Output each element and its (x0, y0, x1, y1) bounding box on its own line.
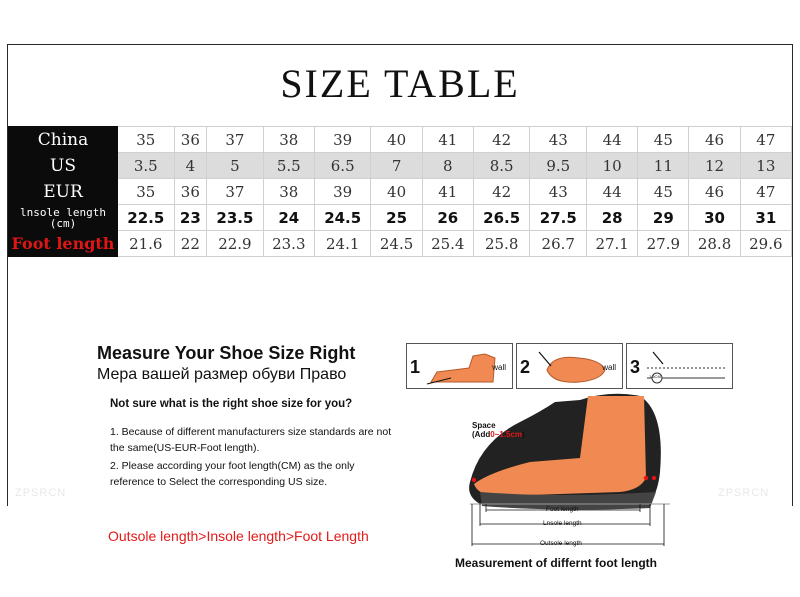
size-cell: 38 (263, 127, 314, 153)
size-cell: 10 (587, 153, 638, 179)
size-cell: 40 (371, 127, 422, 153)
size-cell: 47 (740, 179, 791, 205)
size-cell: 42 (473, 127, 530, 153)
size-cell: 35 (118, 179, 175, 205)
size-cell: 29.6 (740, 231, 791, 257)
wall-label: wall (602, 363, 616, 372)
size-cell: 44 (587, 179, 638, 205)
size-cell: 39 (314, 127, 371, 153)
size-cell: 26 (422, 205, 473, 231)
size-cell: 37 (207, 127, 264, 153)
size-cell: 4 (174, 153, 207, 179)
size-cell: 37 (207, 179, 264, 205)
size-cell: 5.5 (263, 153, 314, 179)
size-cell: 24.1 (314, 231, 371, 257)
size-cell: 3.5 (118, 153, 175, 179)
table-row (9, 127, 792, 153)
size-cell: 36 (174, 179, 207, 205)
size-cell: 24 (263, 205, 314, 231)
size-cell: 30 (689, 205, 740, 231)
size-cell: 23 (174, 205, 207, 231)
ruler-icon (643, 348, 729, 386)
size-cell: 28.8 (689, 231, 740, 257)
size-cell: 22.9 (207, 231, 264, 257)
size-cell: 8.5 (473, 153, 530, 179)
outsole-note: Outsole length>Insole length>Foot Length (108, 528, 369, 544)
size-cell: 45 (638, 127, 689, 153)
size-cell: 25 (371, 205, 422, 231)
instruction-1: 1. Because of different manufacturers size standards are not the same(US-EUR-Foot length). (110, 426, 392, 454)
size-cell: 5 (207, 153, 264, 179)
space-label: Space (Add0~1.5cm) (472, 421, 525, 439)
size-cell: 25.4 (422, 231, 473, 257)
step-number: 3 (630, 357, 641, 377)
size-cell: 36 (174, 127, 207, 153)
row-header: EUR (9, 179, 118, 205)
size-cell: 39 (314, 179, 371, 205)
row-header: lnsole length (cm) (9, 205, 118, 231)
size-cell: 23.3 (263, 231, 314, 257)
size-cell: 41 (422, 179, 473, 205)
size-cell: 46 (689, 179, 740, 205)
instruction-2: 2. Please according your foot length(CM) as the only reference to Select the corresponding US size. (110, 460, 355, 488)
step-number: 1 (410, 357, 421, 377)
size-cell: 44 (587, 127, 638, 153)
size-cell: 47 (740, 127, 791, 153)
row-header: China (9, 127, 118, 153)
size-cell: 25.8 (473, 231, 530, 257)
size-cell: 27.5 (530, 205, 587, 231)
table-row (9, 179, 792, 205)
size-cell: 38 (263, 179, 314, 205)
size-cell: 27.1 (587, 231, 638, 257)
table-row (9, 153, 792, 179)
size-cell: 31 (740, 205, 791, 231)
measure-title-en: Measure Your Shoe Size Right (97, 343, 356, 363)
watermark-left: ZPSRCN (15, 487, 67, 499)
insole-length-dim: Lnsole length (543, 520, 582, 527)
size-cell: 9.5 (530, 153, 587, 179)
table-row (9, 231, 792, 257)
outsole-length-dim: Outsole length (540, 540, 582, 547)
size-cell: 46 (689, 127, 740, 153)
size-cell: 42 (473, 179, 530, 205)
size-cell: 8 (422, 153, 473, 179)
foot-length-dim: Foot length (546, 506, 579, 513)
size-table (8, 126, 792, 257)
size-cell: 26.5 (473, 205, 530, 231)
size-cell: 27.9 (638, 231, 689, 257)
foot-side-icon (423, 348, 503, 386)
measurement-caption: Measurement of differnt foot length (455, 556, 657, 570)
size-cell: 26.7 (530, 231, 587, 257)
size-cell: 22 (174, 231, 207, 257)
size-cell: 43 (530, 179, 587, 205)
size-cell: 45 (638, 179, 689, 205)
foot-measurement-illustration (460, 392, 680, 554)
size-cell: 6.5 (314, 153, 371, 179)
size-cell: 23.5 (207, 205, 264, 231)
wall-label: wall (492, 363, 506, 372)
measure-title-ru: Мера вашей размер обуви Право (97, 366, 347, 383)
foot-top-icon (533, 348, 613, 386)
step-number: 2 (520, 357, 531, 377)
size-cell: 41 (422, 127, 473, 153)
step-1-panel (406, 343, 513, 389)
table-row (9, 205, 792, 231)
watermark-right: ZPSRCN (718, 487, 770, 499)
row-header: US (9, 153, 118, 179)
step-2-panel (516, 343, 623, 389)
size-cell: 24.5 (371, 231, 422, 257)
size-cell: 40 (371, 179, 422, 205)
size-cell: 12 (689, 153, 740, 179)
size-cell: 7 (371, 153, 422, 179)
size-cell: 28 (587, 205, 638, 231)
size-cell: 35 (118, 127, 175, 153)
page-title: SIZE TABLE (280, 61, 520, 106)
size-cell: 11 (638, 153, 689, 179)
ruler-tag: 1.5CM (649, 374, 661, 379)
step-3-panel (626, 343, 733, 389)
size-cell: 22.5 (118, 205, 175, 231)
size-cell: 13 (740, 153, 791, 179)
question-text: Not sure what is the right shoe size for you? (110, 398, 353, 410)
size-cell: 24.5 (314, 205, 371, 231)
size-cell: 43 (530, 127, 587, 153)
row-header: Foot length (9, 231, 118, 257)
size-cell: 21.6 (118, 231, 175, 257)
size-cell: 29 (638, 205, 689, 231)
